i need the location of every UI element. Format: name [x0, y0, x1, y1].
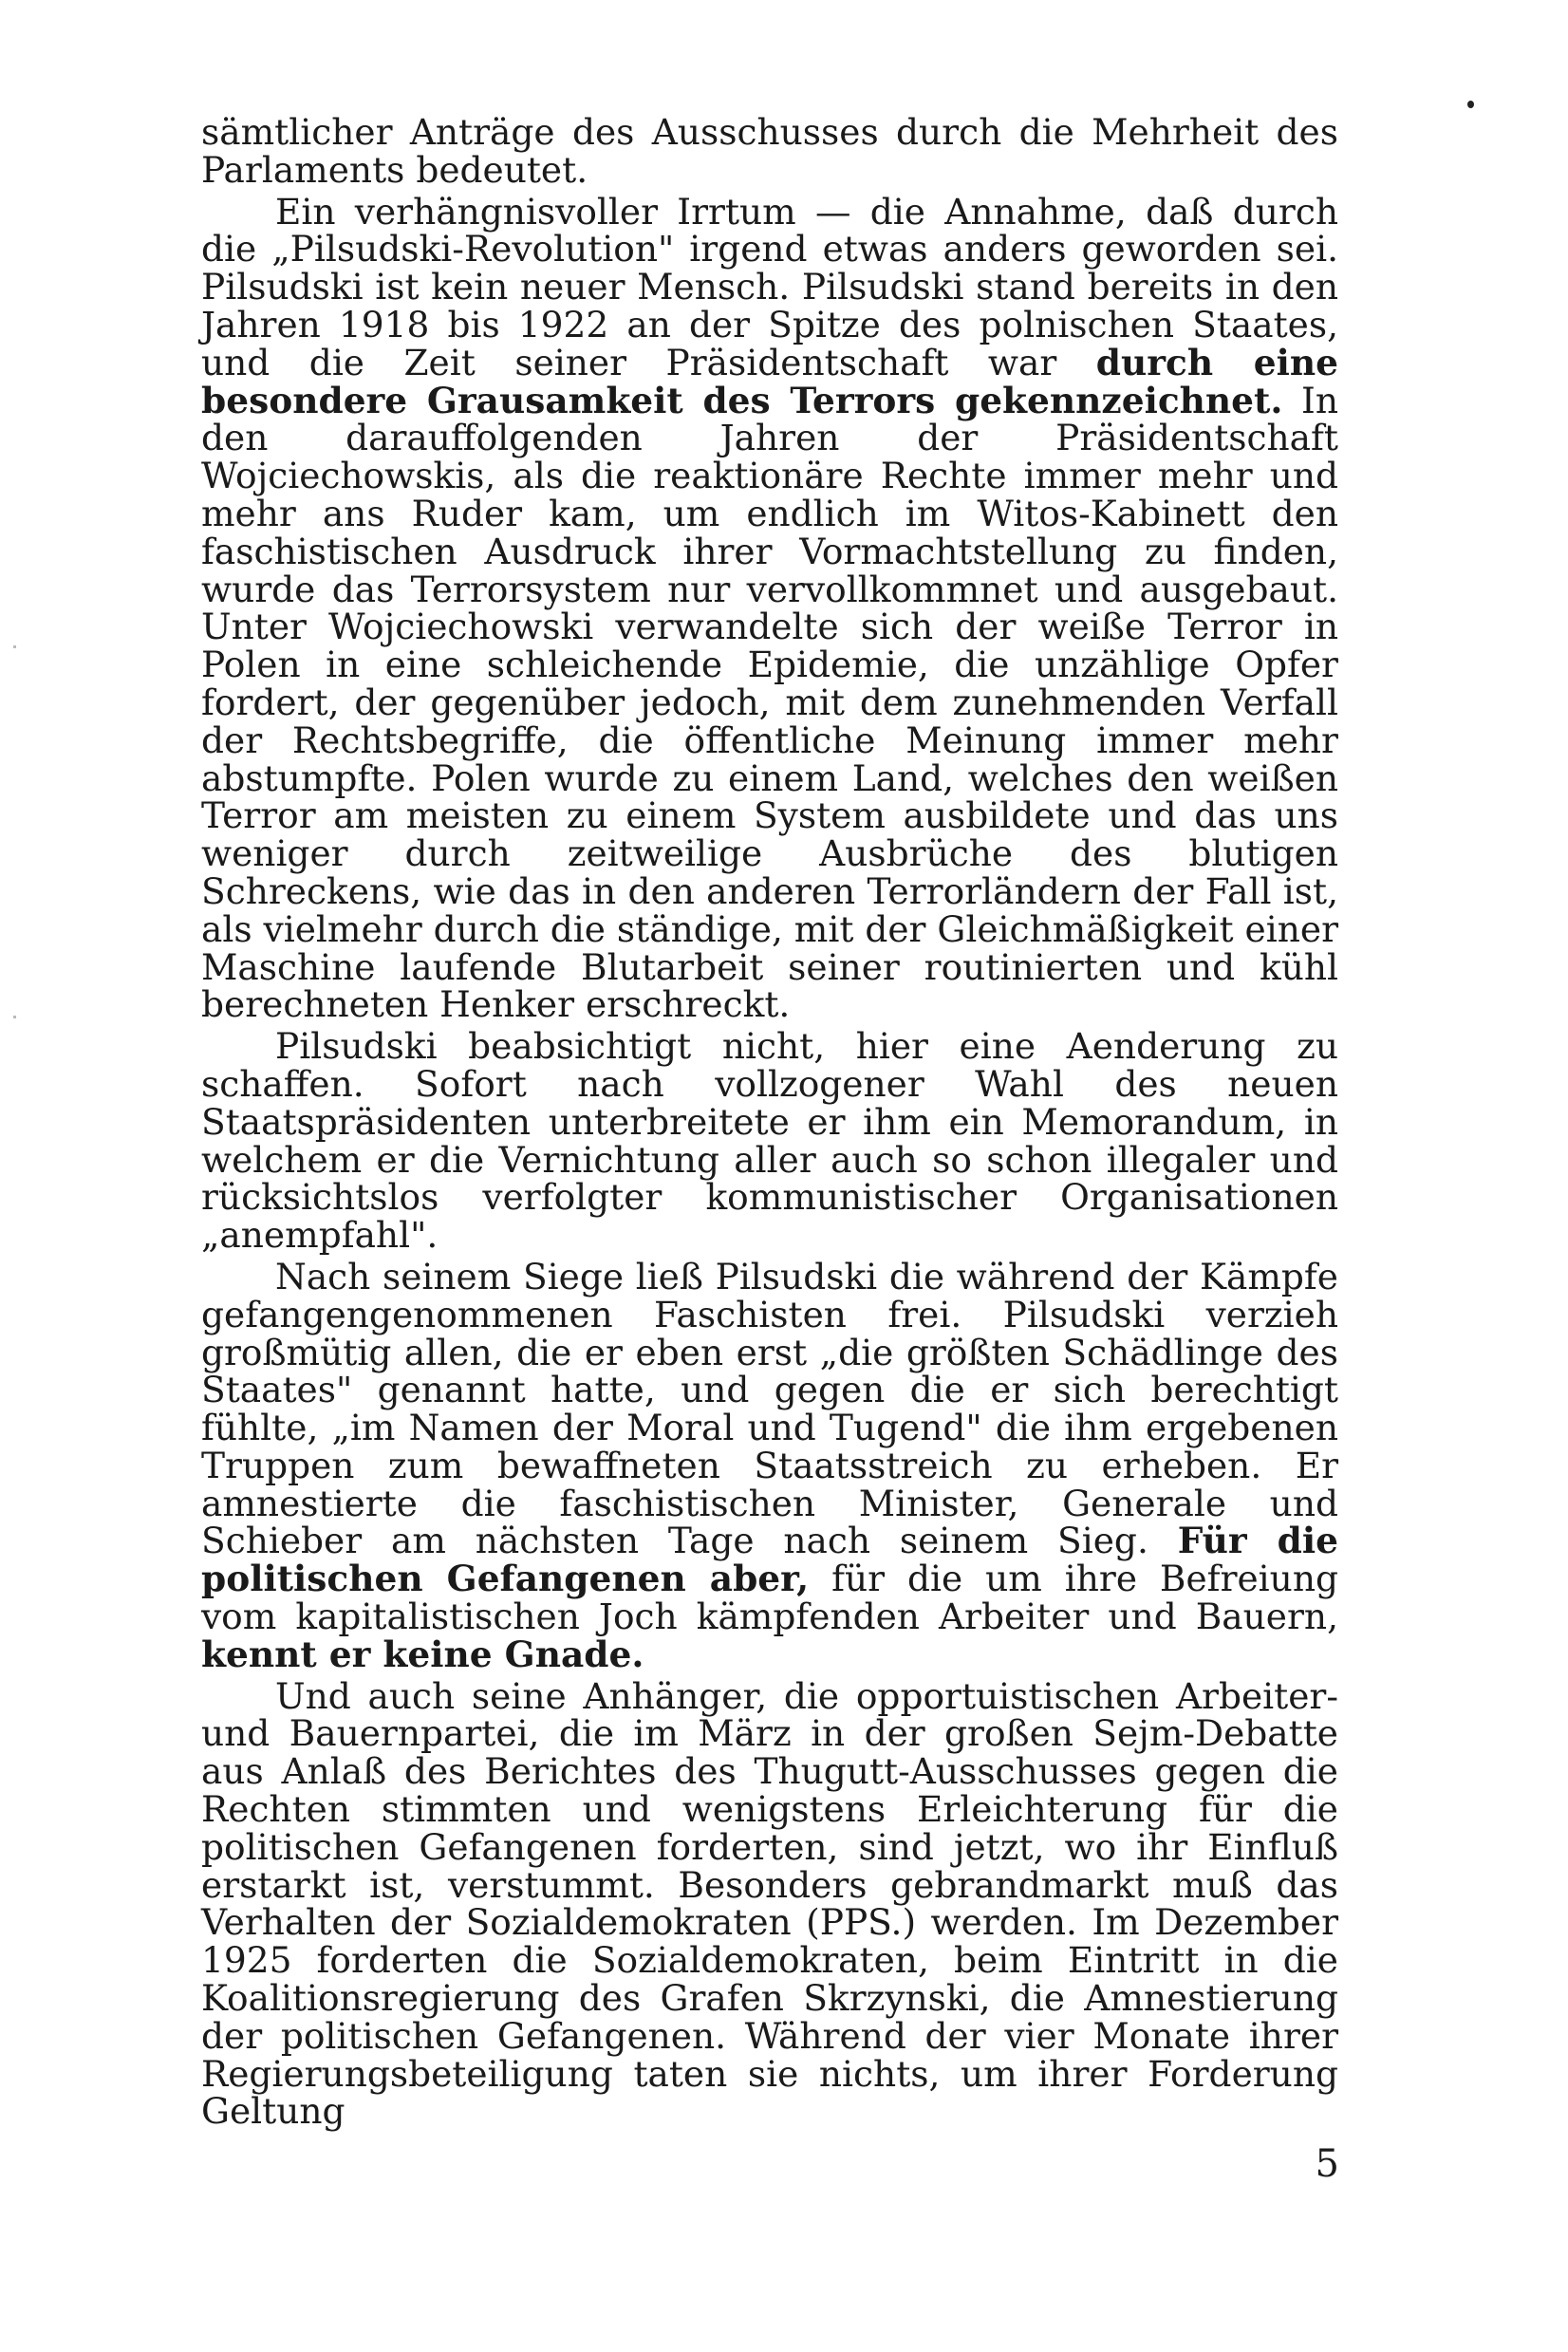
scan-speck: [13, 1016, 16, 1018]
page-body: [201, 111, 1339, 2133]
paragraph: [201, 1674, 1338, 2133]
body-text: für die um ihre Befreiung vom kapitalistischen Joch kämpfenden Arbeiter und Bauern,: [201, 1558, 1338, 1638]
body-text: In den darauffolgenden Jahren der Präsidentschaft Wojciechowskis, als die reaktionäre Rechte immer mehr und mehr ans Ruder kam, um endlich im Witos-Kabinett den faschistischen Ausdruck ihrer Vormachtstellung zu finden, wurde das Terrorsystem nur vervollkommnet und ausgebaut. Unter Wojciechowski verwandelte sich der weiße Terror in Polen in eine schleichende Epidemie, die unzählige Opfer fordert, der gegenüber jedoch, mit dem zunehmenden Verfall der Rechtsbegriffe, die öffentliche Meinung immer mehr abstumpfte. Polen wurde zu einem Land, welches den weißen Terror am meisten zu einem System ausbildete und das uns weniger durch zeitweilige Ausbrüche des blutigen Schreckens, wie das in den anderen Terrorländern der Fall ist, als vielmehr durch die ständige, mit der Gleichmäßigkeit einer Maschine laufende Blutarbeit seiner routinierten und kühl berechneten Henker erschreckt.: [201, 379, 1338, 1026]
emphasis-text: Für die politischen Gefangenen aber,: [201, 1520, 1338, 1600]
ink-dot: [1467, 101, 1474, 108]
paragraph: [201, 190, 1339, 1026]
body-text: Pilsudski beabsichtigt nicht, hier eine Aenderung zu schaffen. Sofort nach vollzogener Wahl des neuen Staatspräsidenten unterbreitete er ihm ein Memorandum, in welchem er die Vernichtung aller auch so schon illegaler und rücksichtslos verfolgter kommunistischer Organisationen „anempfahl".: [201, 1025, 1338, 1257]
scan-speck: [13, 645, 16, 648]
body-text: Nach seinem Siege ließ Pilsudski die während der Kämpfe gefangengenommenen Faschisten frei. Pilsudski verzieh großmütig allen, die er eben erst „die größten Schädlinge des Staates" genannt hatte, und gegen die er sich berechtigt fühlte, „im Namen der Moral und Tugend" die ihm ergebenen Truppen zum bewaffneten Staatsstreich zu erheben. Er amnestierte die faschistischen Minister, Generale und Schieber am nächsten Tage nach seinem Sieg.: [201, 1255, 1338, 1562]
paragraph: [201, 1255, 1338, 1675]
page-number: 5: [1315, 2142, 1339, 2186]
body-text: Und auch seine Anhänger, die opportuistischen Arbeiter- und Bauernpartei, die im März in der großen Sejm-Debatte aus Anlaß des Berichtes des Thugutt-Ausschusses gegen die Rechten stimmten und wenigstens Erleichterung für die politischen Gefangenen forderten, sind jetzt, wo ihr Einfluß erstarkt ist, verstummt. Besonders gebrandmarkt muß das Verhalten der Sozialdemokraten (PPS.) werden. Im Dezember 1925 forderten die Sozialdemokraten, beim Eintritt in die Koalitionsregierung des Grafen Skrzynski, die Amnestierung der politischen Gefangenen. Während der vier Monate ihrer Regierungsbeteiligung taten sie nichts, um ihrer Forderung Geltung: [201, 1674, 1338, 2133]
body-text: Ein verhängnisvoller Irrtum — die Annahme, daß durch die „Pilsudski-Revolution" irgend etwas anders geworden sei. Pilsudski ist kein neuer Mensch. Pilsudski stand bereits in den Jahren 1918 bis 1922 an der Spitze des polnischen Staates, und die Zeit seiner Präsidentschaft war: [201, 190, 1338, 383]
emphasis-text: kennt er keine Gnade.: [201, 1633, 644, 1675]
emphasis-text: durch eine besondere Grausamkeit des Terrors gekennzeichnet.: [201, 341, 1339, 421]
paragraph: [201, 1025, 1338, 1257]
paragraph: [201, 111, 1338, 191]
body-text: sämtlicher Anträge des Ausschusses durch die Mehrheit des Parlaments bedeutet.: [201, 111, 1338, 191]
